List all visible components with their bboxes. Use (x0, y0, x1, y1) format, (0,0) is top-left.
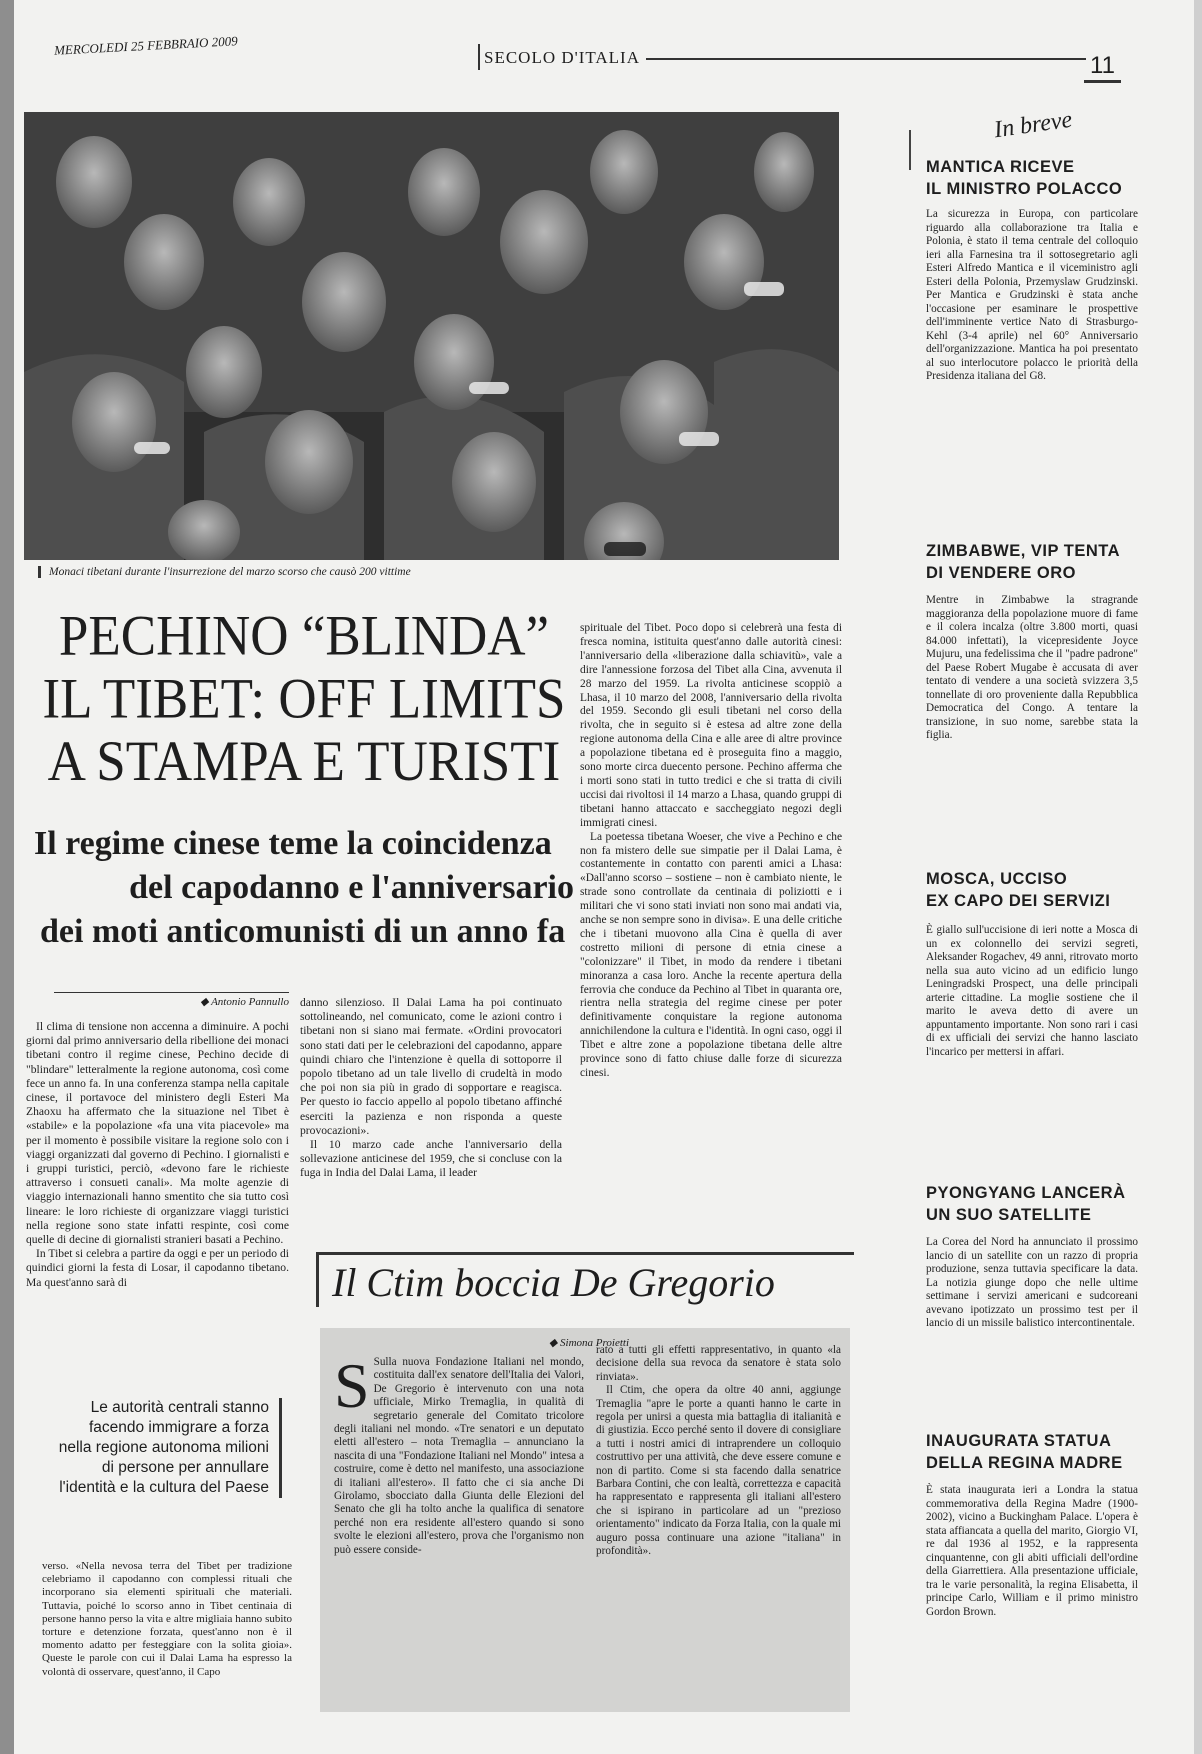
newspaper-page (14, 0, 1194, 1754)
article-paragraph: danno silenzioso. Il Dalai Lama ha poi continuato sottolineando, nel comunicato, come le azioni contro i tibetani non si siano mai fermate. «Ordini provocatori sono stati dati per le celebrazioni del capodanno, appare quindi chiaro che l'intenzione è quella di sottoporre il popolo tibetano ad un tale livello di crudeltà in modo che poi non sia più in grado di sopportare e reagisca. Per questo io faccio appello al popolo tibetano affinché eserciti la pazienza e non risponda a queste provocazioni». (300, 996, 562, 1137)
brief-title-line: IL MINISTRO POLACCO (926, 180, 1123, 198)
brief-title-line: ZIMBABWE, VIP TENTA (926, 542, 1121, 560)
photo-caption: Monaci tibetani durante l'insurrezione del marzo scorso che causò 200 vittime (38, 566, 849, 578)
article-headline: PECHINO “BLINDA” IL TIBET: OFF LIMITS A STAMPA E TURISTI (42, 605, 566, 793)
sidebar-rule (909, 130, 911, 170)
pull-quote: Le autorità centrali stanno facendo immigrare a forza nella regione autonoma milioni di persone per annullare l'identità e la cultura del Paese (54, 1398, 282, 1498)
subhead-line-1: Il regime cinese teme la coincidenza (34, 825, 552, 862)
masthead-rule (646, 58, 1086, 60)
article-paragraph: La poetessa tibetana Woeser, che vive a Pechino e che non fa mistero delle sue simpatie per il Dalai Lama, è costantemente in contatto con parenti amici a Lhasa: «Dall'anno scorso – sostiene – non è cambiato niente, le strade sono controllate da centinaia di poliziotti e i militari che vi sono stati inviati non sono mai andati via, anche se non sempre sono in divisa». E una delle critiche che i tibetani muovono alla Cina è quella di aver costretto milioni di persone di etnia cinese a "colonizzare" il Tibet, in modo da rendere i tibetani minoranza a casa loro. Anche la recente apertura della ferrovia che conduce da Pechino al Tibet in quaranta ore, rientra nella strategia del regime cinese per poter definitivamente conquistare la regione autonoma annichilendone la cultura e l'identità. In ogni caso, oggi il Tibet e altre zone a popolazione tibetana delle altre province sono di fatto chiuse dalle forze di sicurezza cinesi. (580, 830, 842, 1079)
subhead-line-2: del capodanno e l'anniversario (129, 869, 574, 906)
drop-cap: S (334, 1350, 370, 1421)
masthead-paper-name: SECOLO D'ITALIA (484, 48, 640, 67)
page-spine (0, 0, 14, 1754)
brief-title-line: UN SUO SATELLITE (926, 1206, 1092, 1224)
brief-title-zimbabwe (926, 540, 1171, 584)
page-number: 11 (1084, 52, 1121, 83)
brief-text-pyongyang: La Corea del Nord ha annunciato il prossimo lancio di un satellite con un razzo di propria produzione, senza tuttavia specificare la data. La notizia giunge dopo che nelle ultime settimane i servizi americani e sudcoreani avevano ipotizzato un prossimo test per il lancio di un missile balistico intercontinentale. (926, 1236, 1138, 1329)
article-paragraph: verso. «Nella nevosa terra del Tibet per tradizione celebriamo il capodanno con complessi rituali che incorporano sia elementi spirituali che materiali. Tuttavia, poiché lo scorso anno in Tibet centinaia di persone hanno perso la vita e altre migliaia hanno subito torture e detenzione forzata, quest'anno non è il momento adatto per festeggiare con la solita gioia». Queste le parole con cui il Dalai Lama ha espresso la volontà di osservare, quest'anno, il Capo (42, 1560, 292, 1678)
article-subheadline (34, 822, 574, 954)
brief-title-line: EX CAPO DEI SERVIZI (926, 892, 1111, 910)
box-paragraph (334, 1350, 584, 1557)
subhead-line-3: dei moti anticomunisti di un anno fa (40, 913, 566, 950)
box-column-2 (596, 1344, 841, 1559)
article-column-1-continued (42, 1560, 292, 1679)
box-column-1 (334, 1350, 584, 1557)
box-paragraph: rato a tutti gli effetti rappresentativo, in quanto «la decisione della sua revoca da senatore è stata solo rinviata». (596, 1344, 841, 1383)
brief-text-mosca: È giallo sull'uccisione di ieri notte a Mosca di un ex colonnello dei servizi segreti, Aleksander Rogachev, 49 anni, ritrovato morto nella sua auto vicino ad un edificio lungo Leningradski Prospect, una delle principali arterie cittadine. La moglie sostiene che il marito le aveva detto di avere un appuntamento importante. Non sono rari i casi di ex ufficiali dei servizi che hanno lasciato l'incarico per mettersi in affari. (926, 924, 1138, 1058)
box-author: Simona Proietti (560, 1337, 629, 1349)
article-column-1 (26, 1020, 289, 1290)
brief-title-line: PYONGYANG LANCERÀ (926, 1184, 1126, 1202)
article-paragraph: Il 10 marzo cade anche l'anniversario della sollevazione anticinese del 1959, che si concluse con la fuga in India del Dalai Lama, il leader (300, 1138, 562, 1180)
box-paragraph: Il Ctim, che opera da oltre 40 anni, aggiunge Tremaglia "apre le porte a quanti hanno le carte in regola per unirsi a questa mia battaglia di italianità e di giustizia. Ecco perché sento il dovere di consigliare a tutti i nostri amici di intraprendere un colloquio costruttivo per una attività, che deve essere comune e non di partito. Come si sta facendo dalla senatrice Barbara Contini, che con lealtà, correttezza e capacità ha rappresentato e rappresenta gli italiani all'estero che si ispirano in particolare ad un "prezioso orientamento" indicato da Forza Italia, con la quale mi auguro possa continuare una azione "italiana" in profondità». (596, 1384, 841, 1558)
box-paragraph-text: Sulla nuova Fondazione Italiani nel mondo, costituita dall'ex senatore dell'Italia dei Valori, De Gregorio è intervenuto con una nota ufficiale, Mirko Tremaglia, in qualità di segretario generale del Comitato tricolore degli italiani nel mondo. «Tre senatori e un deputato eletti all'estero – nota Tremaglia – annunciano la nascita di una "Fondazione Italiani nel Mondo" intesa a costruire, come è detto nel manifesto, una associazione di italiani all'estero». Il fatto che ci sia anche Di Girolamo, sbocciato dalla Giunta delle Elezioni del Senato che gli ha tolto anche la qualifica di senatore perché non era residente all'estero quando si sono svolte le elezioni all'estero, prova che l'organismo non può essere conside- (334, 1356, 584, 1556)
brief-title-line: INAUGURATA STATUA (926, 1432, 1112, 1450)
article-paragraph: spirituale del Tibet. Poco dopo si celebrerà una festa di fresca nomina, istituita quest'anno dalle autorità cinesi: l'anniversario della «liberazione dalla schiavitù», vale a dire l'annessione forzosa del Tibet alla Cina, avvenuta il 28 marzo del 1959. La rivolta anticinese scoppiò a Lhasa, il 10 marzo del 2008, l'anniversario della rivolta del 1959. Secondo gli esuli tibetani nel corso della rivolta, che in seguito si è estesa ad altre zone della regione autonoma della Cina e alle aree di altre province a popolazione tibetana ed è proseguita fino a maggio, sono morte circa duecento persone. Pechino afferma che i morti sono stati in tutto tredici e che si tratta di civili uccisi dai rivoltosi il 14 marzo a Lhasa, quando gruppi di tibetani hanno attaccato e saccheggiato negozi degli immigrati cinesi. (580, 622, 842, 829)
brief-title-pyongyang (926, 1182, 1171, 1226)
article-byline: ◆ Antonio Pannullo (54, 992, 289, 1008)
masthead-date: MERCOLEDI 25 FEBBRAIO 2009 (53, 33, 239, 58)
brief-title-mantica (926, 156, 1171, 200)
box-title: Il Ctim boccia De Gregorio (332, 1260, 775, 1305)
brief-title-line: DI VENDERE ORO (926, 564, 1077, 582)
article-paragraph: Il clima di tensione non accenna a diminuire. A pochi giorni dal primo anniversario della ribellione dei monaci tibetani contro il regime cinese, Pechino decide di "blindare" letteralmente la regione autonoma, così come fece un anno fa. In una conferenza stampa nella capitale cinese, il portavoce del ministero degli Esteri Ma Zhaoxu ha affermato che la situazione nel Tibet è «stabile» e la popolazione «fa una vita piacevole» ma per il momento è possibile visitare la regione solo con i viaggi organizzati dal governo di Pechino. I giornalisti e i gruppi turistici, perciò, «devono fare le richieste attraverso i consueti canali». Ma molte agenzie di viaggio internazionali hanno smentito che sia tutto così lineare: le loro richieste di organizzare viaggi turistici nella regione sono state infatti respinte, così come quelle di decine di giornalisti stranieri basati a Pechino. (26, 1020, 289, 1247)
monks-photo-illustration (24, 112, 839, 560)
brief-title-line: MOSCA, UCCISO (926, 870, 1068, 888)
article-column-3 (580, 622, 842, 1081)
article-column-2 (300, 996, 562, 1181)
monks-photo (24, 112, 839, 560)
brief-text-statua: È stata inaugurata ieri a Londra la statua commemorativa della Regina Madre (1900-2002), vicino a Buckingham Palace. L'opera è stata affiancata a quella del marito, Giorgio VI, re dal 1936 al 1952, e la rappresenta cinquantenne, con gli abiti ufficiali dell'ordine della Giarrettiera. Alla presentazione ufficiale, tra le varie personalità, la regina Elisabetta, il principe Carlo, William e il primo ministro Gordon Brown. (926, 1484, 1138, 1618)
article-author: Antonio Pannullo (211, 996, 289, 1008)
sidebar-heading: In breve (992, 106, 1074, 144)
brief-text-mantica: La sicurezza in Europa, con particolare riguardo alla collaborazione tra Italia e Polonia, è stato il tema centrale del colloquio ieri alla Farnesina tra il sottosegretario agli Esteri Alfredo Mantica e il viceministro agli Esteri della Polonia, Przemyslaw Grudzinski. Per Mantica e Grudzinski è stata anche l'occasione per esaminare le prospettive dell'imminente vertice Nato di Strasburgo-Kehl (3-4 aprile) nel 60° Anniversario dell'organizzazione. Mantica ha poi presentato al suo interlocutore polacco le priorità della Presidenza italiana del G8. (926, 208, 1138, 382)
box-byline: ◆ Simona Proietti (548, 1337, 629, 1349)
brief-title-statua (926, 1430, 1171, 1474)
brief-text-zimbabwe: Mentre in Zimbabwe la stragrande maggioranza della popolazione muore di fame e il colera incalza (oltre 3.800 morti, quasi 84.000 infettati), la vicepresidente Joyce Mujuru, una fedelissima che il "padre padrone" del Paese Robert Mugabe è accusata di aver tentato di vendere a una società svizzera 3,5 tonnellate di oro proveniente dalla Repubblica Democratica del Congo. A tentare la transizione, in suo nome, sarebbe stata la figlia. (926, 594, 1138, 741)
article-paragraph: In Tibet si celebra a partire da oggi e per un periodo di quindici giorni la festa di Losar, il capodanno tibetano. Ma quest'anno sarà di (26, 1247, 289, 1289)
brief-title-mosca (926, 868, 1171, 912)
brief-title-line: MANTICA RICEVE (926, 158, 1075, 176)
masthead-divider (478, 44, 480, 70)
brief-title-line: DELLA REGINA MADRE (926, 1454, 1123, 1472)
